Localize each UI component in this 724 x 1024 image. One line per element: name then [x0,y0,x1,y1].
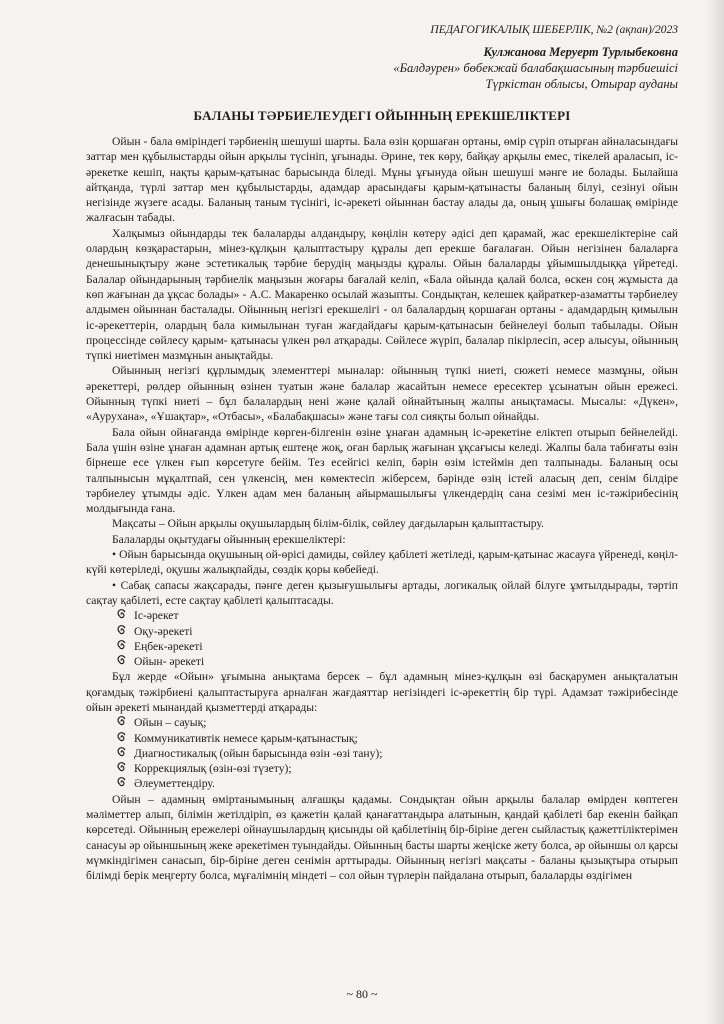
author-affiliation: «Балдәурен» бөбекжай балабақшасының тәрбиешісі [393,61,678,75]
list-item: Коррекциялық (өзін-өзі түзету); [116,761,678,776]
journal-header: ПЕДАГОГИКАЛЫҚ ШЕБЕРЛІК, №2 (ақпан)/2023 [430,24,678,36]
spiral-bullet-icon [116,716,127,727]
list-item: Оқу-әрекеті [116,624,678,639]
list-item: Диагностикалық (ойын барысында өзін -өзі тану); [116,746,678,761]
paragraph: Мақсаты – Ойын арқылы оқушылардың білім-білік, сөйлеу дағдыларын қалыптастыру. [112,517,544,531]
author-location: Түркістан облысы, Отырар ауданы [485,77,678,91]
article-title: БАЛАНЫ ТӘРБИЕЛЕУДЕГІ ОЙЫННЫҢ ЕРЕКШЕЛІКТЕРІ [193,108,571,123]
author-name: Кулжанова Меруерт Турлыбековна [483,45,678,59]
spiral-bullet-icon [116,777,127,788]
paragraph: • Ойын барысында оқушының ой-өрісі дамиды, сөйлеу қабілеті жетіледі, қарым-қатынас жасауға үйренеді, көңіл-күйі көтеріледі, оқушы жалықпайды, сөздік қоры көбейеді. [86,548,678,577]
list-item: Ойын- әрекеті [116,654,678,669]
spiral-bullet-icon [116,640,127,651]
paragraph: Ойын – адамның өміртанымының алғашқы қадамы. Сондықтан ойын арқылы балалар өмірден көптеген мәліметтер алып, білімін жетілдіріп, өз қажетін қалай қанағаттандыра алатынын, қандай қабілеті бар екенін байқап көрсетеді. Ойынның ережелері ойнаушылардың қисынды ой қабілетінің бір-біріне деген сыйластық қажеттіліктерімен санасуы әр ойыншының жеке әрекетімен туындайды. Ойынның басты шарты жеңіске жету болса, әр ойыншы ол қарсы мүмкіндігімен санасып, бір-біріне деген сенімін арттырады. Ойынның негізгі мақсаты - баланы қызықтыра отырып білімді берік меңгерту болса, мұғалімнің міндеті – сол ойын түрлерін пайдалана отырып, балаларды өздігімен [86,792,678,883]
page-number: ~ 80 ~ [346,987,378,1001]
article-body [86,134,678,884]
game-functions-list [86,715,678,791]
list-item: Коммуникативтік немесе қарым-қатынастық; [116,731,678,746]
paragraph: Балаларды оқытудағы ойынның ерекшеліктері: [112,532,346,546]
spiral-bullet-icon [116,625,127,636]
paragraph: Бұл жерде «Ойын» ұғымына анықтама берсек – бұл адамның мінез-құлқын өзі басқарумен анықталатын қоғамдық тәжірбиені қалыптастыруға арналған жағдаяттар негізіндегі іс-әрекеттің бір түрі. Адамзат тәжірибесінде ойын әрекеті мынандай қызметтерді атқарады: [86,670,678,714]
paragraph: Ойын - бала өміріндегі тәрбиенің шешуші шарты. Бала өзін қоршаған ортаны, өмір сүріп отырған айналасындағы заттар мен құбылыстарды ойын арқылы түсініп, ұғынады. Әрине, тек көру, байқау арқылы емес, тікелей араласып, іс-әрекетке кешіп, нақты қарым-қатынас барысында біледі. Мұны ұғынуда ойын шешуші мәнге ие болады. Былайша айтқанда, түрлі заттар мен құбылыстарды, адамдар арасындағы қарым-қатынасты баланың білуі, сезінуі ойын негізінде жүзеге асады. Баланың таным түсінігі, іс-әрекеті ойыннан бастау алады да, оның ұшығы болашақ өмірінде жалғасын табады. [86,135,678,225]
spiral-bullet-icon [116,747,127,758]
list-item: Іс-әрекет [116,608,678,623]
spiral-bullet-icon [116,732,127,743]
activity-list [86,608,678,669]
list-item: Еңбек-әрекеті [116,639,678,654]
paragraph: Бала ойын ойнағанда өмірінде көрген-білгенін өзіне ұнаған адамның іс-әрекетіне еліктеп отырып бейнелейді. Бала үшін өзіне ұнаған адамнан артық ештеңе жоқ, оған барлық жағынан ұқсағысы келеді. Жалпы бала табиғаты өзін бірнеше есе үлкен ғып көрсетуге бейім. Тез есейгісі келіп, бәрін өзім істеймін деп талпынады. Баланың осы талпынысын мұқалтпай, сен үлкенсің, мен көмектесіп жіберсем, бәрінде өзің істей аласың деп, сенім білдіре тәрбиелеу ұтымды әдіс. Үлкен адам мен баланың айырмашылығы үлкендердің сана сезімі мен іс-тәжірибесінің молдығында ғана. [86,425,678,516]
paragraph: • Сабақ сапасы жақсарады, пәнге деген қызығушылығы артады, логикалық ойлай білуге ұмтылдырады, тәртіп сақтау қабілеті, есте сақтау қабілеті қалыптасады. [86,578,678,607]
page-edge-shadow [706,0,724,1024]
spiral-bullet-icon [116,609,127,620]
list-item: Әлеуметтендіру. [116,776,678,791]
spiral-bullet-icon [116,655,127,666]
paragraph: Халқымыз ойындарды тек балаларды алдандыру, көңілін көтеру әдісі деп қарамай, жас ерекшеліктеріне сай олардың көзқарастарын, мінез-құлқын қалыптастыру құралы деп ерекше бағалаған. Ойын негізінен балаларға денешынықтыру және эстетикалық тәрбие берудің маңызды құралы. Ойын балаларды ұйымшылдыққа үйретеді. Балалар ойындарының тәрбиелік маңызын жоғары бағалай келіп, «Бала ойында қалай болса, өскен соң жұмыста да көп жағынан да ұқсас болады» - А.С. Макаренко осылай жазыпты. Сондықтан, келешек қайраткер-азаматты тәрбиелеу алдымен ойыннан басталады. Ойынның негізгі ерекшелігі - ол балалардың қоршаған ортаны - адамдардың қимылын іс-әрекеттерін, олардың бала кимылынан туған жағдайдағы қарым-қатынасын бейнелеуі болып табылады. Ойын процессінде сөйлесу қарым- қатынасы үлкен рөл атқарады. Сөйлесе жүріп, балалар пікірлесіп, әсер алысуы, ойынның түпкі ниетімен мазмұнын анықтайды. [86,226,678,363]
list-item: Ойын – сауық; [116,715,678,730]
spiral-bullet-icon [116,762,127,773]
paragraph: Ойынның негізгі құрлымдық элементтері мыналар: ойынның түпкі ниеті, сюжеті немесе мазмұны, ойын әрекеттері, рөлдер ойынның өзінен туатын және балалар жасайтын немесе ересектер ұсынатын ойын ережесі. Ойынның түпкі ниеті – бұл балалардың нені және қалай ойнайтының жалпы анықтамасы. Мысалы: «Дүкен», «Аурухана», «Ұшақтар», «Отбасы», «Балабақшасы» және тағы сол сияқты болып ойнайды. [86,364,678,424]
